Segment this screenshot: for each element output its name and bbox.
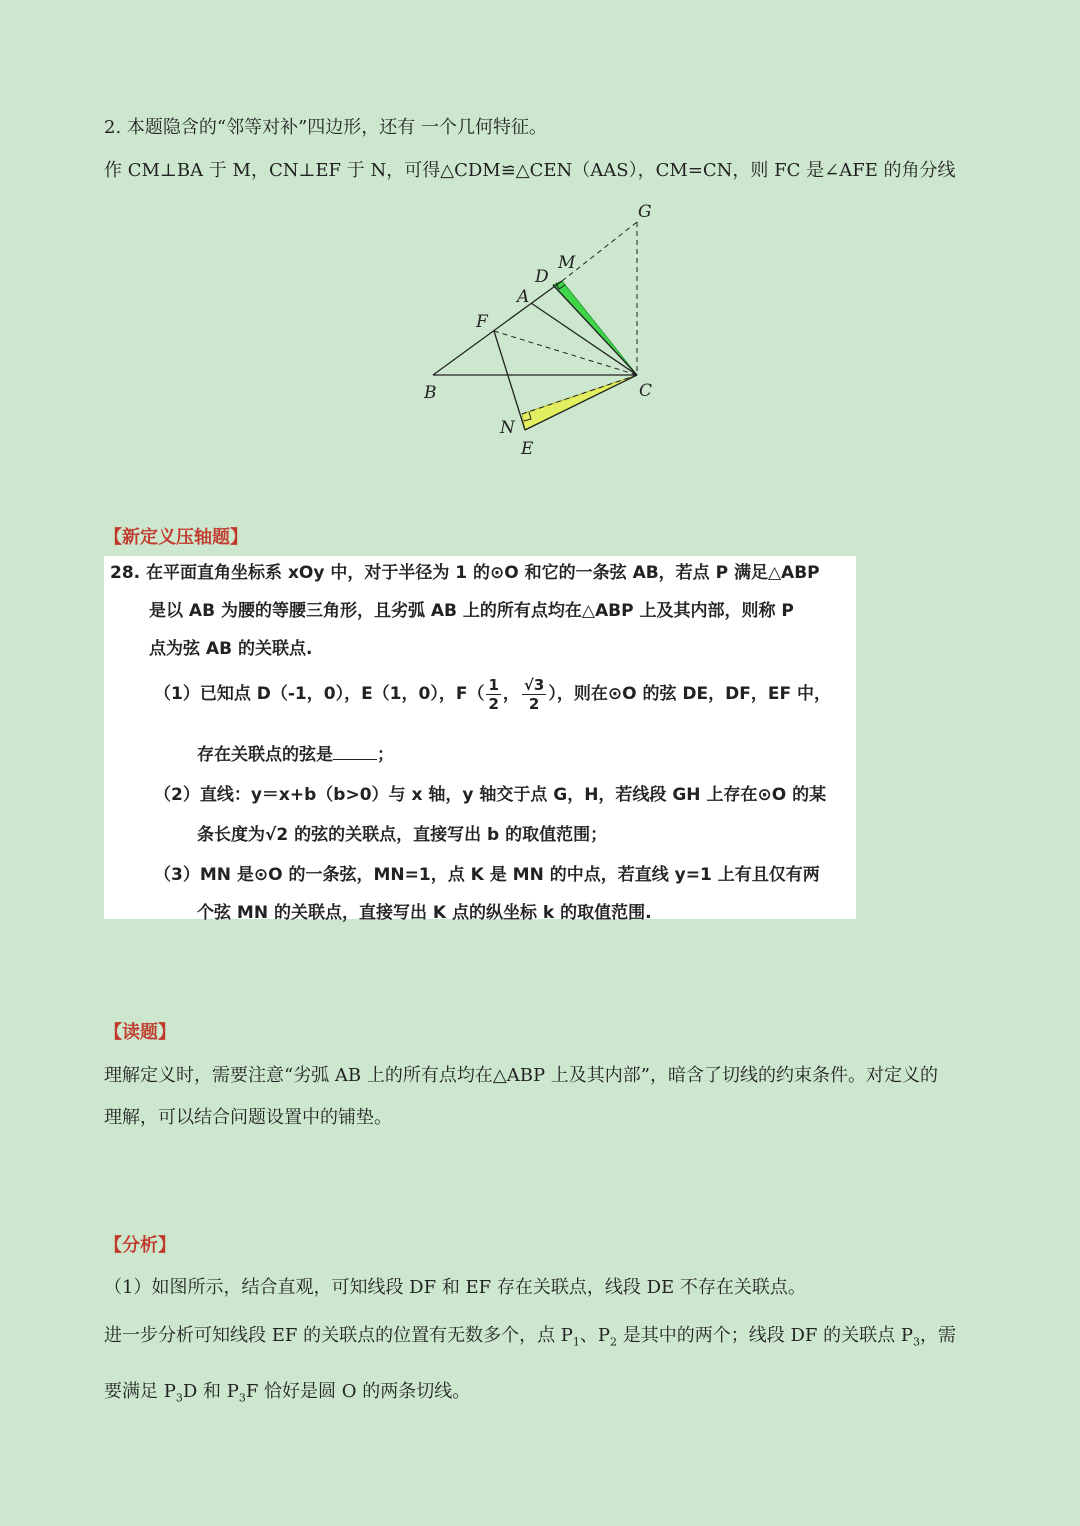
heading-new-definition: 【新定义压轴题】 [104, 527, 248, 548]
label-G: G [638, 202, 652, 222]
problem-part2-line1: （2）直线：y＝x+b（b>0）与 x 轴，y 轴交于点 G，H，若线段 GH 上存在⊙O 的某 [154, 785, 827, 805]
part1-text-b: ），则在⊙O 的弦 DE，DF，EF 中， [548, 684, 831, 704]
fraction-one-half: $\frac{1}{2}$ [488, 675, 499, 713]
problem-part3-line1: （3）MN 是⊙O 的一条弦，MN=1，点 K 是 MN 的中点，若直线 y=1 上有且仅有两 [154, 865, 820, 885]
heading-analysis: 【分析】 [104, 1235, 176, 1256]
segment-DC [553, 285, 637, 375]
problem-part3-line2: 个弦 MN 的关联点，直接写出 K 点的纵坐标 k 的取值范围. [197, 903, 652, 923]
answer-blank [333, 745, 377, 760]
label-N: N [500, 418, 515, 438]
problem-part2-line2: 条长度为√2 的弦的关联点，直接写出 b 的取值范围； [197, 825, 608, 845]
part1-text-d: ； [377, 745, 394, 765]
analysis-line-2: 进一步分析可知线段 EF 的关联点的位置有无数多个，点 $P_1$、$P_2$ 是其中的两个；线段 DF 的关联点 $P_3$，需 [104, 1325, 956, 1349]
segment-BM [433, 281, 562, 375]
part1-comma: ， [502, 684, 520, 704]
section1-line1: 2. 本题隐含的“邻等对补”四边形，还有 一个几何特征。 [104, 117, 548, 138]
problem-28-box [104, 556, 856, 923]
label-D: D [535, 267, 549, 287]
label-E: E [521, 439, 534, 459]
problem-part1-line1 [154, 674, 831, 714]
label-B: B [424, 383, 437, 403]
problem-part1-line2 [197, 740, 394, 765]
analysis-line-3: 要满足 $P_3D$ 和 $P_3F$ 恰好是圆 O 的两条切线。 [104, 1381, 471, 1405]
problem-line-3: 点为弦 AB 的关联点. [149, 639, 313, 659]
segment-EC [525, 375, 637, 430]
label-A: A [517, 287, 530, 307]
geometry-figure [420, 195, 680, 470]
label-C: C [639, 381, 653, 401]
fraction-sqrt3-half: $\frac{√3}{2}$ [523, 675, 545, 713]
problem-line-1: 28. 在平面直角坐标系 xOy 中，对于半径为 1 的⊙O 和它的一条弦 AB，若点 P 满足△ABP [110, 563, 820, 583]
dashed-FC [494, 331, 637, 375]
label-F: F [476, 312, 488, 332]
segment-FE [494, 331, 525, 430]
section1-line2: 作 CM⊥BA 于 M，CN⊥EF 于 N，可得△CDM≌△CEN（AAS），CM=CN，则 FC 是∠AFE 的角分线 [104, 160, 956, 181]
heading-read: 【读题】 [104, 1022, 176, 1043]
label-M: M [558, 253, 576, 273]
problem-line-2: 是以 AB 为腰的等腰三角形，且劣弧 AB 上的所有点均在△ABP 上及其内部，则称 P [149, 601, 794, 621]
read-line-1: 理解定义时，需要注意“劣弧 AB 上的所有点均在△ABP 上及其内部”，暗含了切线的约束条件。对定义的 [104, 1065, 938, 1086]
read-line-2: 理解，可以结合问题设置中的铺垫。 [104, 1107, 392, 1128]
analysis-line-1: （1）如图所示，结合直观，可知线段 DF 和 EF 存在关联点，线段 DE 不存在关联点。 [104, 1277, 806, 1298]
part1-text-a: （1）已知点 D（-1，0），E（1，0），F（ [154, 684, 485, 704]
part1-text-c: 存在关联点的弦是 [197, 745, 333, 765]
